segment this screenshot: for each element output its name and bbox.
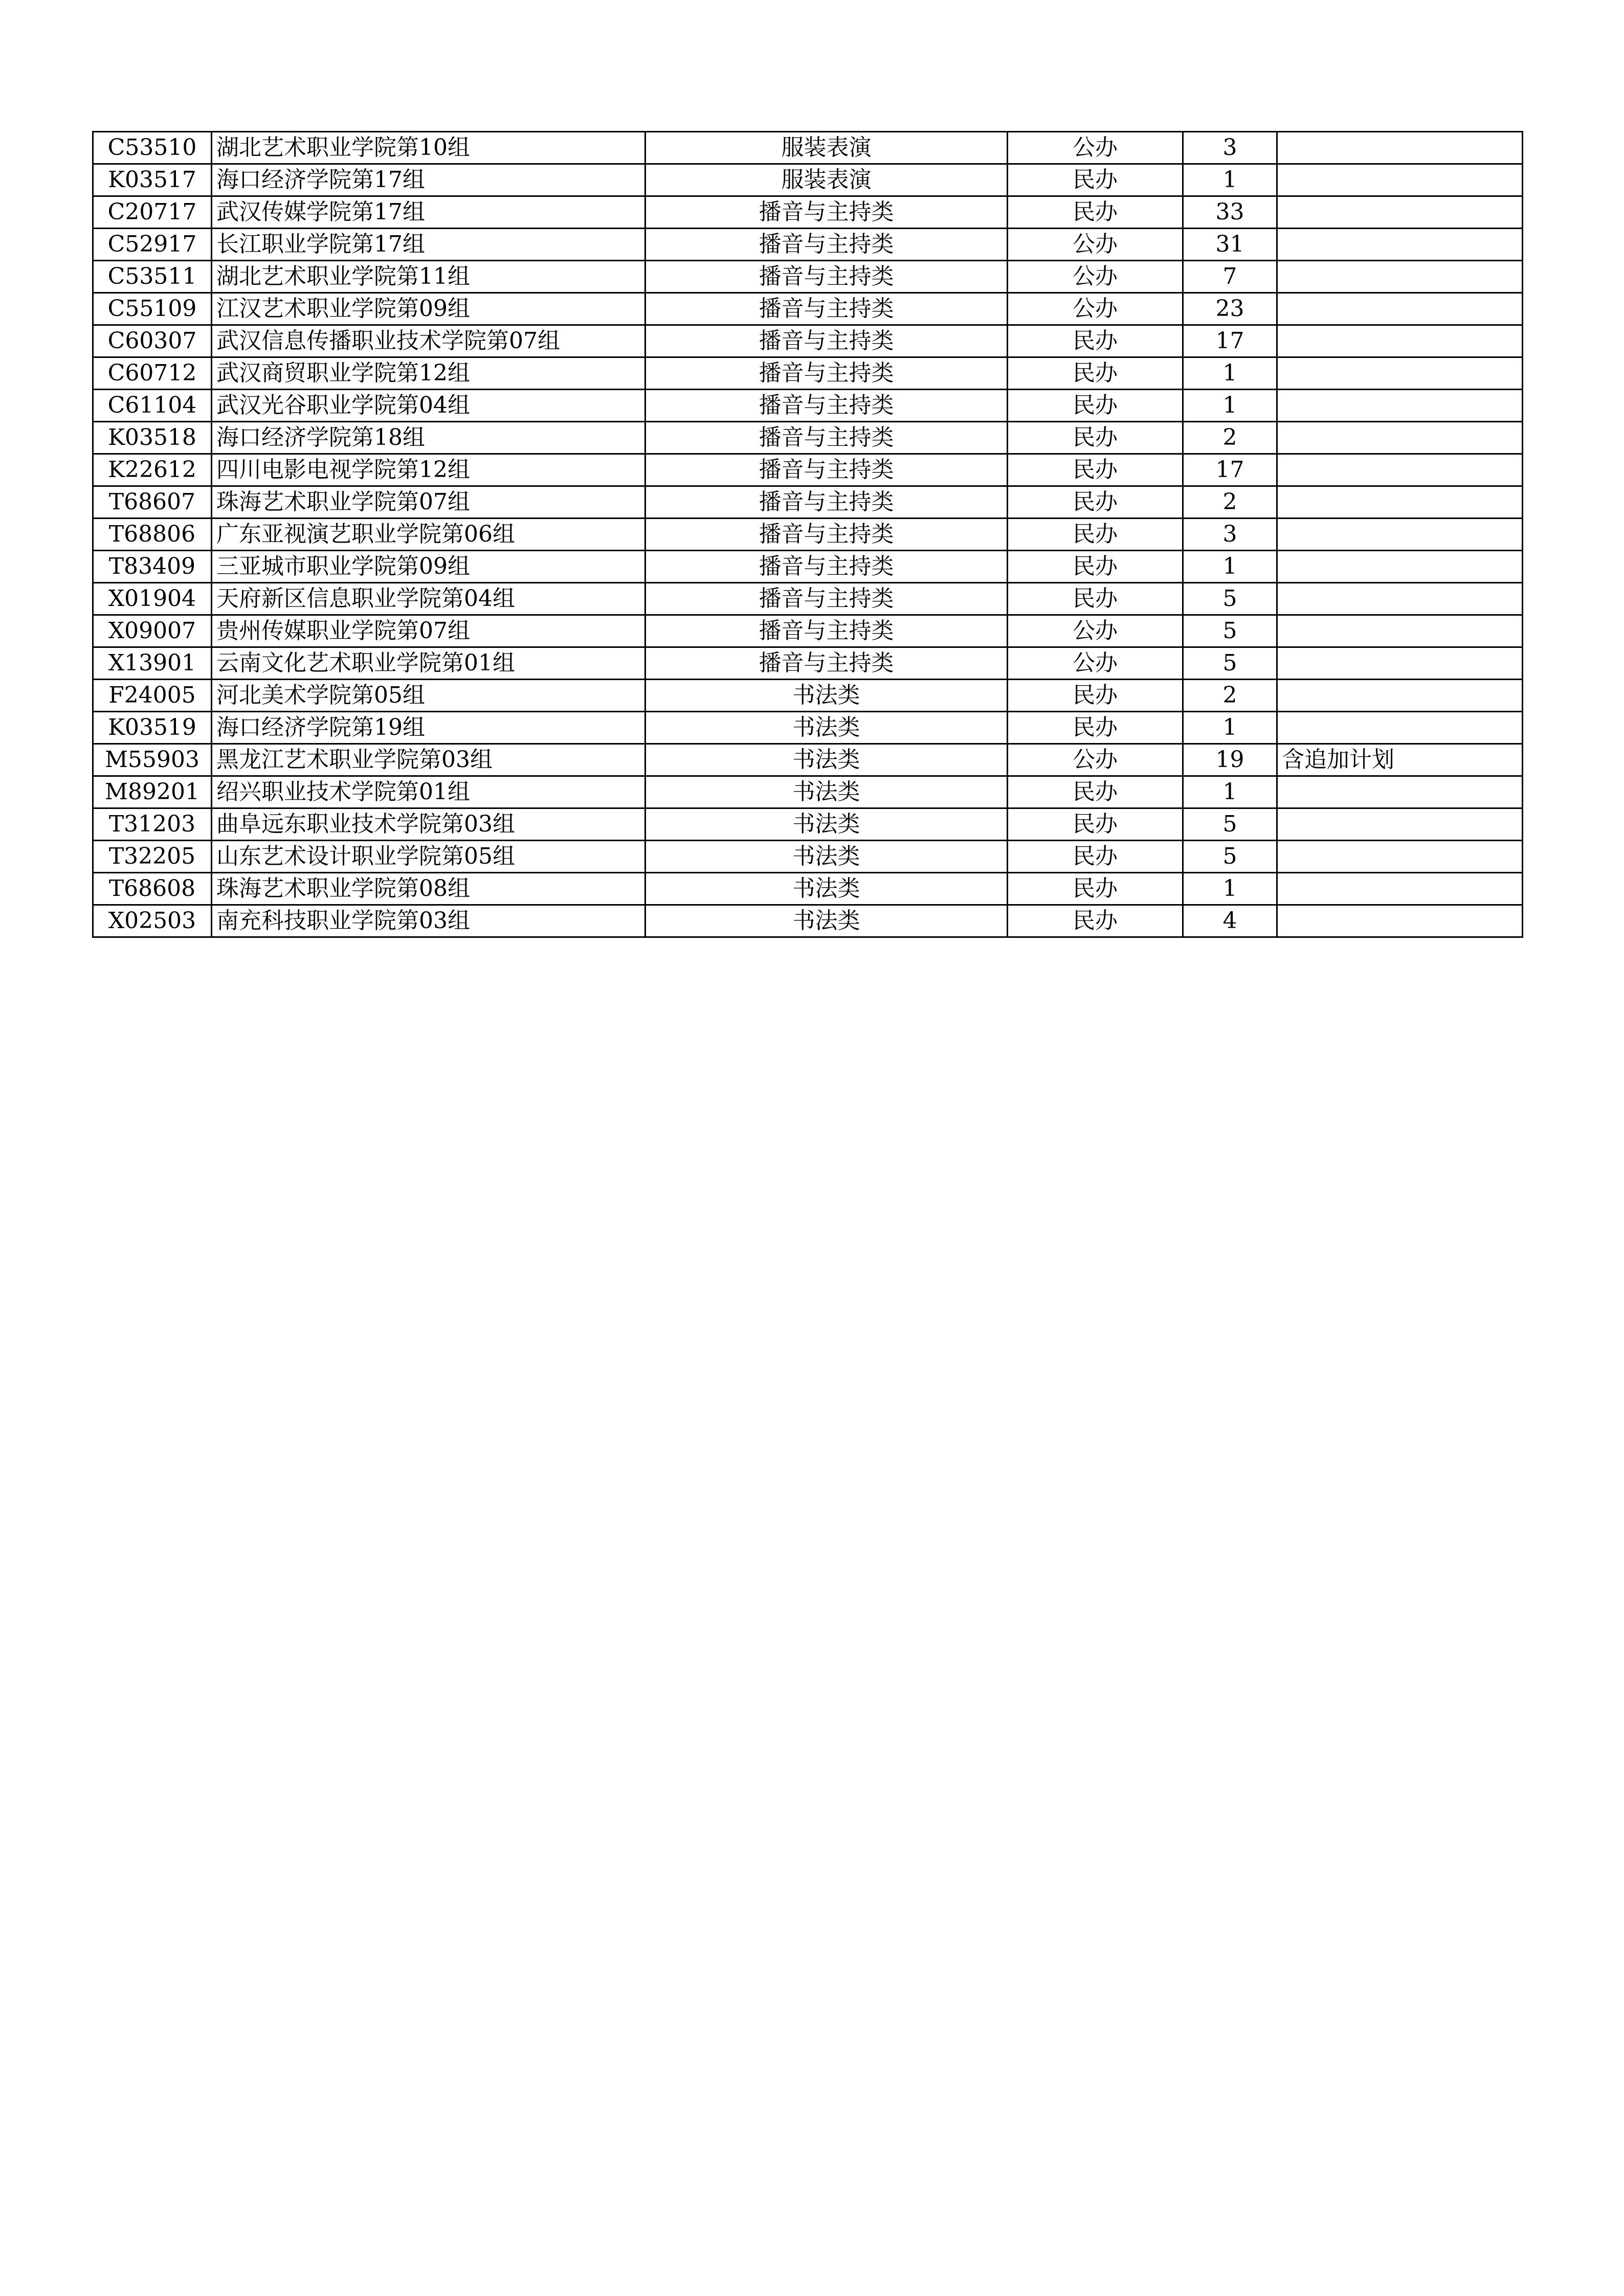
school-type-cell: 民办 (1008, 873, 1183, 905)
school-group-cell: 珠海艺术职业学院第08组 (212, 873, 646, 905)
school-type-cell: 公办 (1008, 647, 1183, 680)
note-cell (1277, 229, 1523, 261)
table-row (93, 293, 1523, 325)
school-group-cell: 江汉艺术职业学院第09组 (212, 293, 646, 325)
note-cell (1277, 680, 1523, 712)
note-cell (1277, 808, 1523, 841)
major-category-cell: 书法类 (646, 905, 1008, 937)
school-group-cell: 三亚城市职业学院第09组 (212, 551, 646, 583)
school-group-cell: 武汉传媒学院第17组 (212, 196, 646, 229)
plan-count-cell: 3 (1183, 132, 1277, 164)
group-code-cell: T32205 (93, 841, 212, 873)
school-group-cell: 武汉信息传播职业技术学院第07组 (212, 325, 646, 357)
major-category-cell: 书法类 (646, 744, 1008, 776)
school-group-cell: 海口经济学院第17组 (212, 164, 646, 196)
group-code-cell: X01904 (93, 583, 212, 615)
note-cell (1277, 261, 1523, 293)
plan-count-cell: 5 (1183, 615, 1277, 647)
school-type-cell: 公办 (1008, 615, 1183, 647)
school-type-cell: 民办 (1008, 486, 1183, 519)
plan-count-cell: 5 (1183, 583, 1277, 615)
major-category-cell: 书法类 (646, 841, 1008, 873)
table-row (93, 615, 1523, 647)
plan-count-cell: 1 (1183, 357, 1277, 390)
plan-count-cell: 17 (1183, 454, 1277, 486)
school-type-cell: 民办 (1008, 454, 1183, 486)
group-code-cell: C60712 (93, 357, 212, 390)
major-category-cell: 播音与主持类 (646, 390, 1008, 422)
school-group-cell: 武汉商贸职业学院第12组 (212, 357, 646, 390)
table-row (93, 422, 1523, 454)
school-type-cell: 民办 (1008, 196, 1183, 229)
note-cell (1277, 390, 1523, 422)
school-type-cell: 民办 (1008, 680, 1183, 712)
plan-count-cell: 1 (1183, 873, 1277, 905)
group-code-cell: M89201 (93, 776, 212, 808)
school-group-cell: 贵州传媒职业学院第07组 (212, 615, 646, 647)
note-cell (1277, 132, 1523, 164)
group-code-cell: C61104 (93, 390, 212, 422)
plan-count-cell: 2 (1183, 680, 1277, 712)
group-code-cell: C53511 (93, 261, 212, 293)
plan-count-cell: 2 (1183, 422, 1277, 454)
note-cell (1277, 454, 1523, 486)
group-code-cell: K22612 (93, 454, 212, 486)
table-row (93, 841, 1523, 873)
table-row (93, 583, 1523, 615)
school-type-cell: 民办 (1008, 164, 1183, 196)
note-cell (1277, 164, 1523, 196)
school-type-cell: 民办 (1008, 519, 1183, 551)
group-code-cell: K03519 (93, 712, 212, 744)
plan-count-cell: 5 (1183, 808, 1277, 841)
school-group-cell: 山东艺术设计职业学院第05组 (212, 841, 646, 873)
table-row (93, 680, 1523, 712)
group-code-cell: C60307 (93, 325, 212, 357)
major-category-cell: 播音与主持类 (646, 196, 1008, 229)
table-row (93, 551, 1523, 583)
plan-count-cell: 4 (1183, 905, 1277, 937)
table-row (93, 647, 1523, 680)
school-type-cell: 民办 (1008, 712, 1183, 744)
major-category-cell: 播音与主持类 (646, 615, 1008, 647)
note-cell (1277, 841, 1523, 873)
school-type-cell: 民办 (1008, 325, 1183, 357)
plan-count-cell: 1 (1183, 390, 1277, 422)
school-group-cell: 长江职业学院第17组 (212, 229, 646, 261)
school-type-cell: 民办 (1008, 776, 1183, 808)
table-row (93, 357, 1523, 390)
group-code-cell: T83409 (93, 551, 212, 583)
table-row (93, 744, 1523, 776)
table-row (93, 519, 1523, 551)
group-code-cell: K03517 (93, 164, 212, 196)
major-category-cell: 播音与主持类 (646, 454, 1008, 486)
major-category-cell: 播音与主持类 (646, 647, 1008, 680)
note-cell (1277, 293, 1523, 325)
table-row (93, 712, 1523, 744)
note-cell (1277, 486, 1523, 519)
group-code-cell: K03518 (93, 422, 212, 454)
table-row (93, 196, 1523, 229)
plan-count-cell: 1 (1183, 551, 1277, 583)
school-group-cell: 绍兴职业技术学院第01组 (212, 776, 646, 808)
school-type-cell: 民办 (1008, 357, 1183, 390)
school-group-cell: 天府新区信息职业学院第04组 (212, 583, 646, 615)
note-cell (1277, 873, 1523, 905)
plan-count-cell: 1 (1183, 776, 1277, 808)
note-cell (1277, 647, 1523, 680)
major-category-cell: 书法类 (646, 873, 1008, 905)
school-group-cell: 广东亚视演艺职业学院第06组 (212, 519, 646, 551)
plan-count-cell: 5 (1183, 841, 1277, 873)
major-category-cell: 服装表演 (646, 132, 1008, 164)
enrollment-table (92, 131, 1523, 938)
plan-count-cell: 23 (1183, 293, 1277, 325)
note-cell (1277, 196, 1523, 229)
note-cell (1277, 519, 1523, 551)
school-group-cell: 海口经济学院第18组 (212, 422, 646, 454)
major-category-cell: 播音与主持类 (646, 293, 1008, 325)
table-row (93, 873, 1523, 905)
plan-count-cell: 19 (1183, 744, 1277, 776)
table-row (93, 261, 1523, 293)
group-code-cell: C53510 (93, 132, 212, 164)
note-cell (1277, 615, 1523, 647)
major-category-cell: 书法类 (646, 776, 1008, 808)
plan-count-cell: 3 (1183, 519, 1277, 551)
group-code-cell: T68607 (93, 486, 212, 519)
major-category-cell: 播音与主持类 (646, 519, 1008, 551)
major-category-cell: 播音与主持类 (646, 486, 1008, 519)
major-category-cell: 播音与主持类 (646, 422, 1008, 454)
major-category-cell: 服装表演 (646, 164, 1008, 196)
school-group-cell: 河北美术学院第05组 (212, 680, 646, 712)
group-code-cell: T68806 (93, 519, 212, 551)
school-group-cell: 珠海艺术职业学院第07组 (212, 486, 646, 519)
plan-count-cell: 1 (1183, 164, 1277, 196)
table-row (93, 808, 1523, 841)
note-cell (1277, 583, 1523, 615)
group-code-cell: T68608 (93, 873, 212, 905)
group-code-cell: X02503 (93, 905, 212, 937)
school-type-cell: 民办 (1008, 422, 1183, 454)
school-type-cell: 公办 (1008, 132, 1183, 164)
school-group-cell: 四川电影电视学院第12组 (212, 454, 646, 486)
group-code-cell: X13901 (93, 647, 212, 680)
note-cell (1277, 357, 1523, 390)
school-group-cell: 云南文化艺术职业学院第01组 (212, 647, 646, 680)
plan-count-cell: 7 (1183, 261, 1277, 293)
school-type-cell: 公办 (1008, 744, 1183, 776)
school-group-cell: 武汉光谷职业学院第04组 (212, 390, 646, 422)
table-row (93, 390, 1523, 422)
major-category-cell: 书法类 (646, 712, 1008, 744)
major-category-cell: 播音与主持类 (646, 357, 1008, 390)
plan-count-cell: 17 (1183, 325, 1277, 357)
major-category-cell: 播音与主持类 (646, 325, 1008, 357)
plan-count-cell: 33 (1183, 196, 1277, 229)
table-row (93, 486, 1523, 519)
group-code-cell: M55903 (93, 744, 212, 776)
school-group-cell: 湖北艺术职业学院第10组 (212, 132, 646, 164)
school-type-cell: 公办 (1008, 261, 1183, 293)
group-code-cell: C52917 (93, 229, 212, 261)
table-row (93, 454, 1523, 486)
table-row (93, 164, 1523, 196)
major-category-cell: 书法类 (646, 680, 1008, 712)
major-category-cell: 播音与主持类 (646, 261, 1008, 293)
note-cell (1277, 325, 1523, 357)
school-group-cell: 曲阜远东职业技术学院第03组 (212, 808, 646, 841)
school-type-cell: 民办 (1008, 841, 1183, 873)
note-cell: 含追加计划 (1277, 744, 1523, 776)
school-type-cell: 民办 (1008, 390, 1183, 422)
table-row (93, 325, 1523, 357)
school-type-cell: 公办 (1008, 293, 1183, 325)
school-type-cell: 公办 (1008, 229, 1183, 261)
school-group-cell: 南充科技职业学院第03组 (212, 905, 646, 937)
note-cell (1277, 712, 1523, 744)
plan-count-cell: 5 (1183, 647, 1277, 680)
group-code-cell: T31203 (93, 808, 212, 841)
plan-count-cell: 2 (1183, 486, 1277, 519)
table-row (93, 905, 1523, 937)
major-category-cell: 播音与主持类 (646, 551, 1008, 583)
note-cell (1277, 422, 1523, 454)
school-group-cell: 海口经济学院第19组 (212, 712, 646, 744)
table-body (93, 132, 1523, 937)
school-type-cell: 民办 (1008, 551, 1183, 583)
table-row (93, 776, 1523, 808)
group-code-cell: F24005 (93, 680, 212, 712)
note-cell (1277, 551, 1523, 583)
school-type-cell: 民办 (1008, 808, 1183, 841)
school-type-cell: 民办 (1008, 583, 1183, 615)
group-code-cell: X09007 (93, 615, 212, 647)
school-group-cell: 湖北艺术职业学院第11组 (212, 261, 646, 293)
table-row (93, 229, 1523, 261)
major-category-cell: 书法类 (646, 808, 1008, 841)
plan-count-cell: 31 (1183, 229, 1277, 261)
note-cell (1277, 776, 1523, 808)
major-category-cell: 播音与主持类 (646, 583, 1008, 615)
school-group-cell: 黑龙江艺术职业学院第03组 (212, 744, 646, 776)
school-type-cell: 民办 (1008, 905, 1183, 937)
group-code-cell: C20717 (93, 196, 212, 229)
plan-count-cell: 1 (1183, 712, 1277, 744)
note-cell (1277, 905, 1523, 937)
major-category-cell: 播音与主持类 (646, 229, 1008, 261)
group-code-cell: C55109 (93, 293, 212, 325)
table-row (93, 132, 1523, 164)
